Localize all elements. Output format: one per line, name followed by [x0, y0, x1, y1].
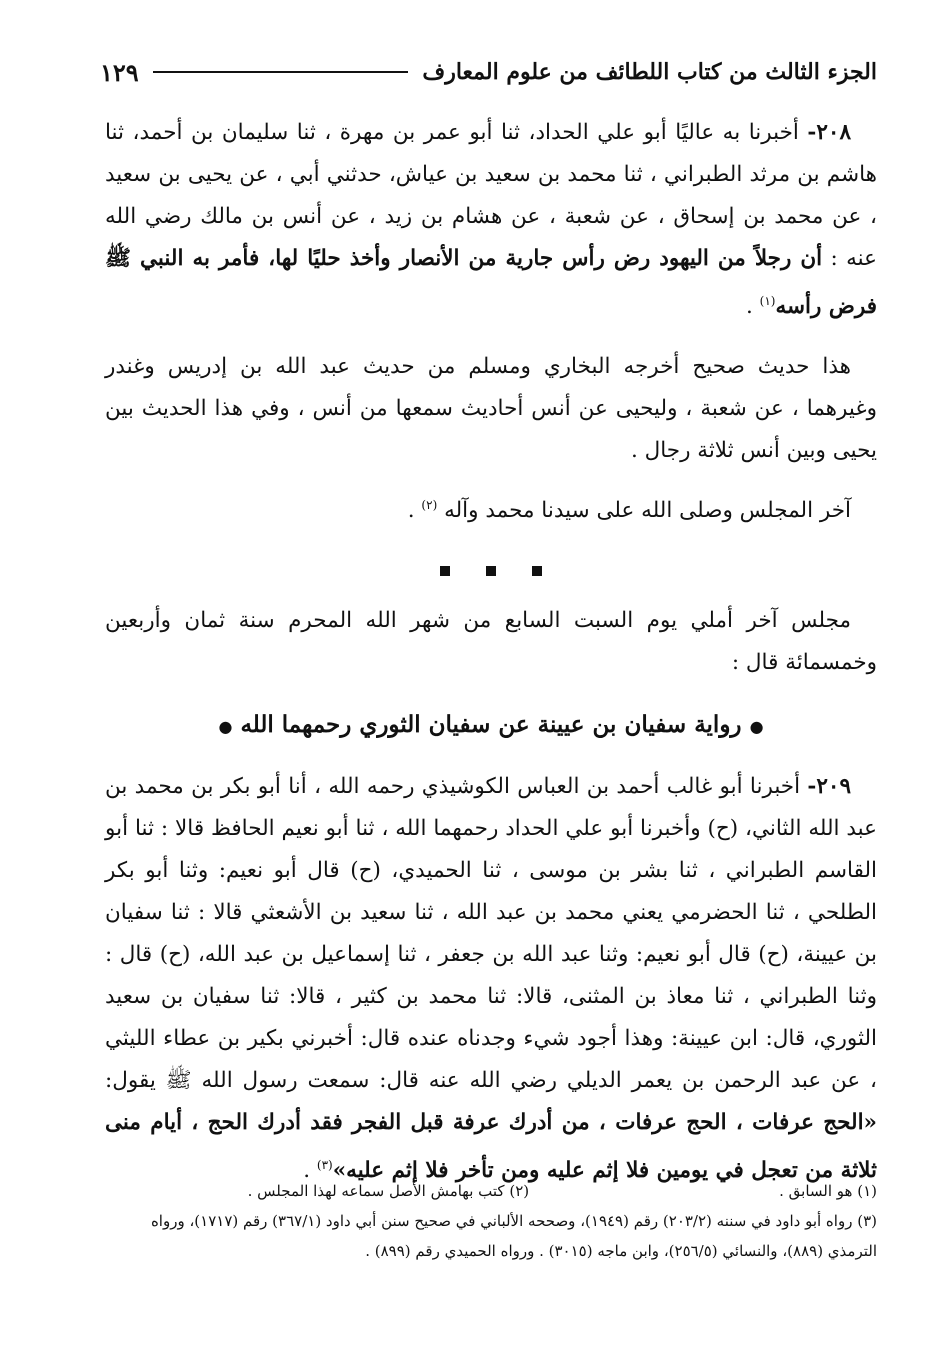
separator-square — [440, 566, 450, 576]
separator-square — [486, 566, 496, 576]
footnote-ref: (٢) — [421, 498, 438, 513]
separator-square — [532, 566, 542, 576]
majlis-closing: آخر المجلس وصلى الله على سيدنا محمد وآله $^{(٢)}$ . — [407, 498, 851, 524]
footnote-2: (٢) كتب بهامش الأصل سماعه لهذا المجلس . — [247, 1182, 530, 1200]
footnote-1: (١) هو السابق . — [779, 1182, 877, 1200]
bullet-icon: ● — [749, 717, 764, 737]
bullet-icon: ● — [218, 717, 233, 737]
isnad: أخبرنا به عاليًا أبو علي الحداد، ثنا أبو عمر بن مهرة ، ثنا سليمان بن أحمد، ثنا هاشم بن مرثد الطبراني ، ثنا محمد بن سعيد بن عياش، حدثني أبي ، عن يحيى بن سعيد ، عن محمد بن إسحاق ، عن شعبة ، عن هشام بن زيد ، عن أنس بن مالك رضي الله عنه : — [105, 120, 878, 271]
book-title: الجزء الثالث من كتاب اللطائف من علوم المعارف — [422, 59, 877, 85]
header-rule — [153, 71, 409, 73]
section-title: رواية سفيان بن عيينة عن سفيان الثوري رحمهما الله — [240, 711, 742, 739]
majlis-intro: مجلس آخر أملي يوم السبت السابع من شهر الله المحرم سنة ثمان وأربعين وخمسمائة قال : — [105, 608, 877, 676]
section-heading — [105, 704, 877, 748]
footnote-ref: (١) — [759, 294, 776, 308]
hadith-number: ٢٠٨- — [807, 120, 851, 145]
hadith-number: ٢٠٩- — [807, 774, 852, 800]
matn: أن رجلاً من اليهود رض رأس جارية من الأنصار وأخذ حليًا لها، فأمر به النبي ﷺ فرض رأسه — [105, 246, 877, 320]
footnote-ref: (٣) — [316, 1158, 333, 1173]
footnotes — [105, 1176, 877, 1266]
main-text — [105, 112, 877, 1192]
commentary: هذا حديث صحيح أخرجه البخاري ومسلم من حديث عبد الله بن إدريس وغندر وغيرهما ، عن شعبة ، وليحيى عن أنس أحاديث سمعها من أنس ، وفي هذا الحديث بين يحيى وبين أنس ثلاثة رجال . — [105, 354, 877, 464]
page-number: ١٢٩ — [100, 57, 139, 87]
section-separator — [105, 566, 877, 576]
matn: «الحج عرفات ، الحج عرفات ، من أدرك عرفة قبل الفجر فقد أدرك الحج ، أيام منى ثلاثة من تعجل في يومين فلا إثم عليه ومن تأخر فلا إثم عليه» — [105, 1110, 877, 1184]
footnote-3: (٣) رواه أبو داود في سننه (٢٠٣/٢) رقم (١٩٤٩)، وصححه الألباني في صحيح سنن أبي داود (٣٦٧/١) رقم (١٧١٧)، ورواه الترمذي (٨٨٩)، والنسائي (٢٥٦/٥)، وابن ماجه (٣٠١٥) . ورواه الحميدي رقم (٨٩٩) . — [150, 1212, 877, 1260]
hadith-209: ٢٠٩- أخبرنا أبو غالب أحمد بن العباس الكوشيذي رحمه الله ، أنا أبو بكر بن محمد بن عبد الله الثاني، (ح) وأخبرنا أبو علي الحداد رحمهما الله ، ثنا أبو نعيم الحافظ قالا : ثنا أبو القاسم الطبراني ، ثنا بشر بن موسى ، ثنا الحميدي، (ح) قال أبو نعيم: وثنا أبو بكر الطلحي ، ثنا الحضرمي يعني محمد بن عبد الله ، ثنا سعيد بن الأشعثي قالا : ثنا سفيان بن عيينة، (ح) قال أبو نعيم: وثنا عبد الله بن جعفر ، ثنا إسماعيل بن عبد الله، (ح) قال : وثنا الطبراني ، ثنا معاذ بن المثنى، قالا: ثنا محمد بن كثير ، قالا: ثنا سفيان بن سعيد الثوري، قال: ابن عيينة: وهذا أجود شيء وجدناه عنده قال: أخبرني بكير بن عطاء الليثي ، عن عبد الرحمن بن يعمر الديلي رضي الله عنه قال: سمعت رسول الله ﷺ يقول: «الحج عرفات ، الحج عرفات ، من أدرك عرفة قبل الفجر فقد أدرك الحج ، أيام منى ثلاثة من تعجل في يومين فلا إثم عليه ومن تأخر فلا إثم عليه»$^{(٣)}$ . — [105, 774, 877, 1184]
running-header — [100, 52, 877, 92]
isnad: أخبرنا أبو غالب أحمد بن العباس الكوشيذي رحمه الله ، أنا أبو بكر بن محمد بن عبد الله الثاني، (ح) وأخبرنا أبو علي الحداد رحمهما الله ، ثنا أبو نعيم الحافظ قالا : ثنا أبو القاسم الطبراني ، ثنا بشر بن موسى ، ثنا الحميدي، (ح) قال أبو نعيم: وثنا أبو بكر الطلحي ، ثنا الحضرمي يعني محمد بن عبد الله ، ثنا سعيد بن الأشعثي قالا : ثنا سفيان بن عيينة، (ح) قال أبو نعيم: وثنا عبد الله بن جعفر ، ثنا إسماعيل بن عبد الله، (ح) قال : وثنا الطبراني ، ثنا معاذ بن المثنى، قالا: ثنا محمد بن كثير ، قالا: ثنا سفيان بن سعيد الثوري، قال: ابن عيينة: وهذا أجود شيء وجدناه عنده قال: أخبرني بكير بن عطاء الليثي ، عن عبد الرحمن بن يعمر الديلي رضي الله عنه قال: سمعت رسول الله ﷺ يقول: — [105, 774, 877, 1094]
hadith-208: ٢٠٨- أخبرنا به عاليًا أبو علي الحداد، ثنا أبو عمر بن مهرة ، ثنا سليمان بن أحمد، ثنا هاشم بن مرثد الطبراني ، ثنا محمد بن سعيد بن عياش، حدثني أبي ، عن يحيى بن سعيد ، عن محمد بن إسحاق ، عن شعبة ، عن هشام بن زيد ، عن أنس بن مالك رضي الله عنه : أن رجلاً من اليهود رض رأس جارية من الأنصار وأخذ حليًا لها، فأمر به النبي ﷺ فرض رأسه$^{(١)}$ . — [105, 120, 878, 320]
